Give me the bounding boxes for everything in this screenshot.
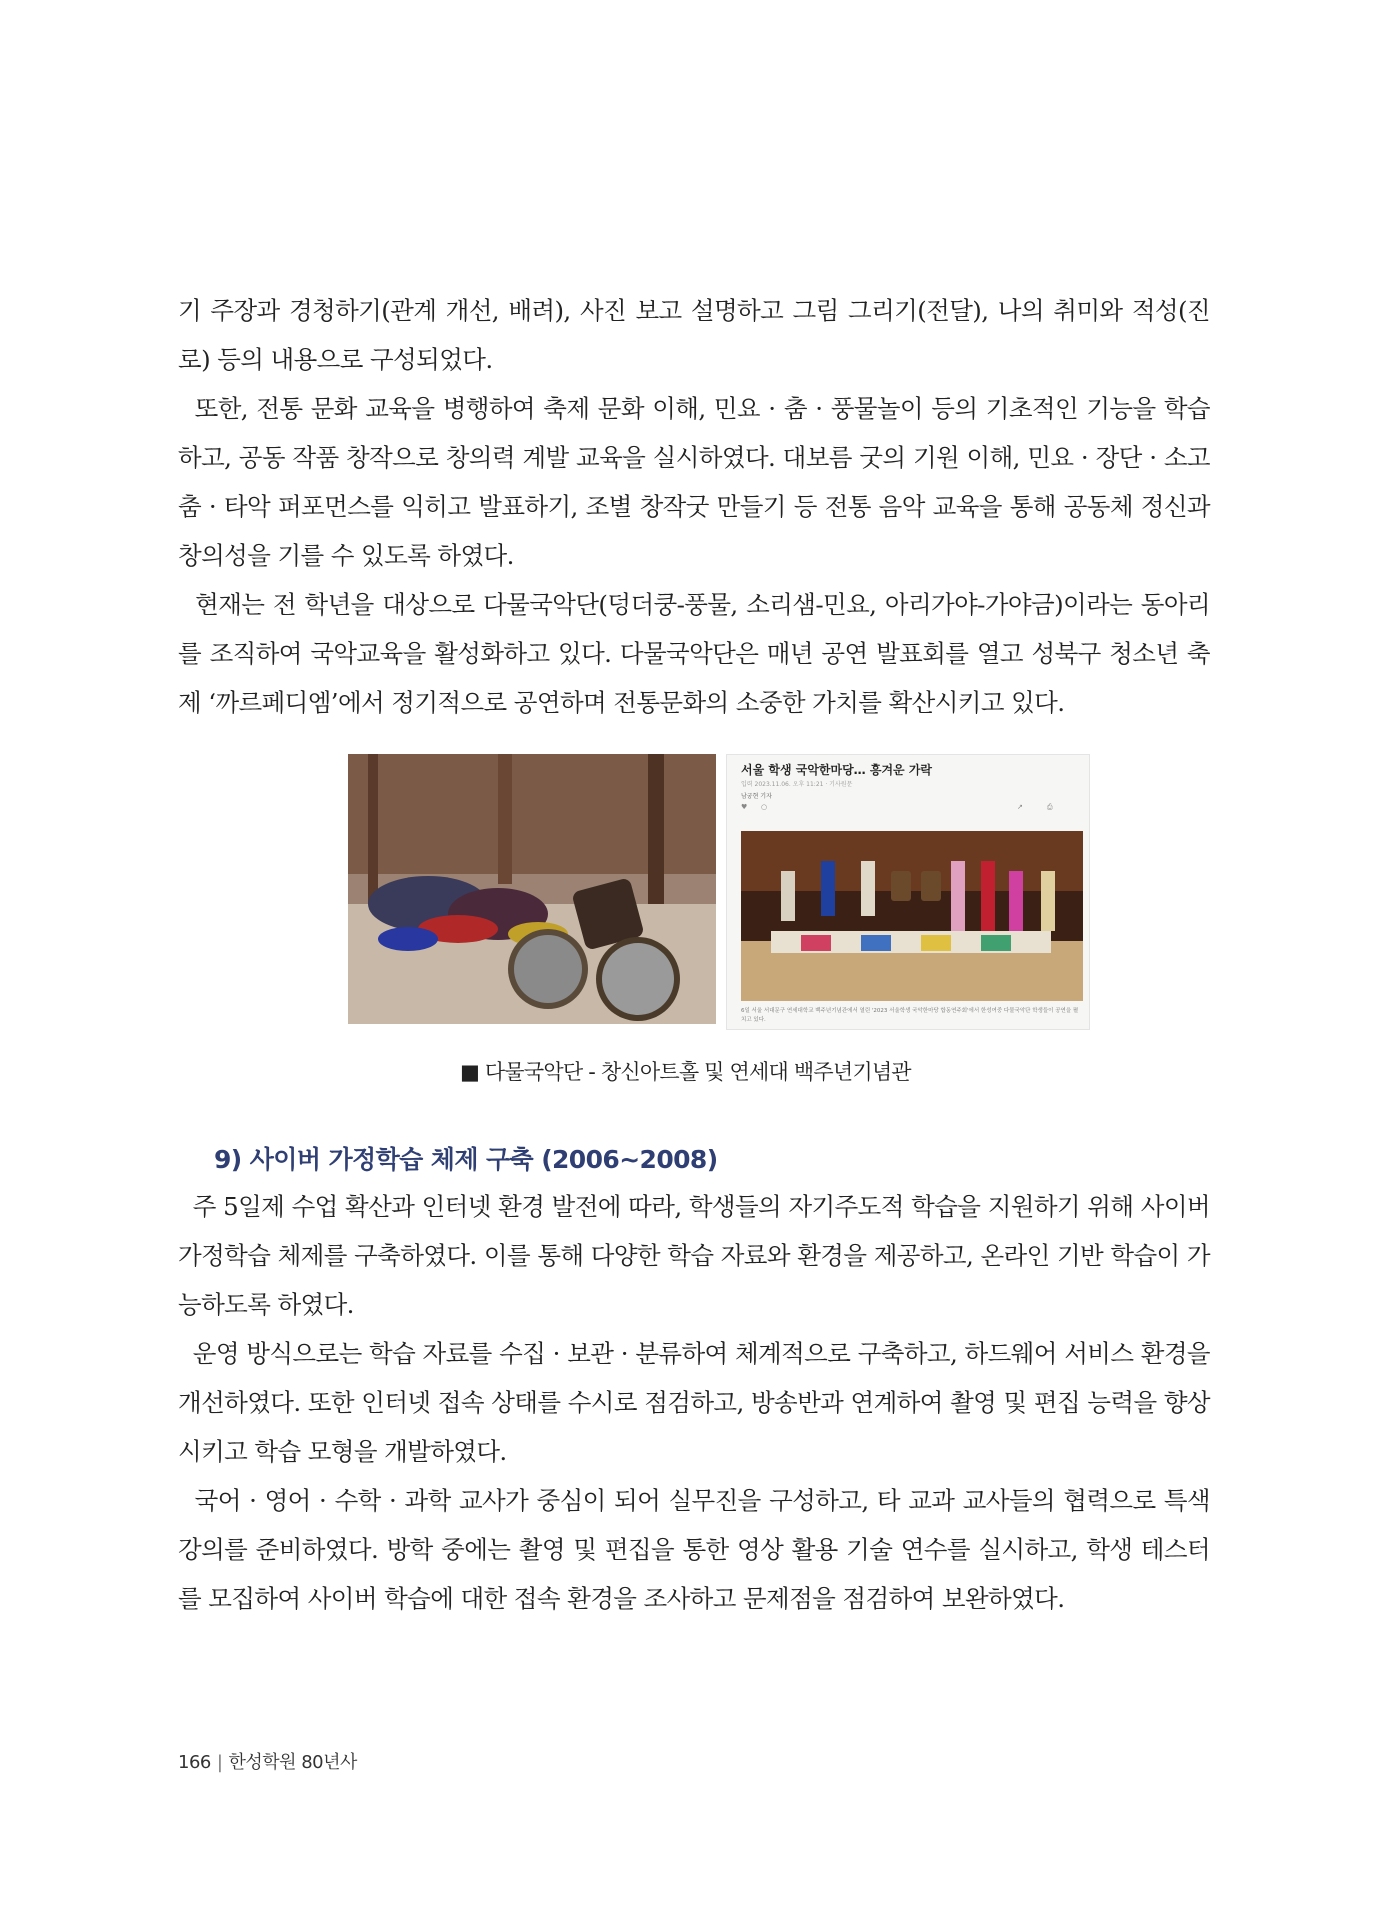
page-number: 166 [178,1752,211,1773]
news-article-screenshot [726,754,1090,1030]
news-photo [741,831,1083,1001]
section-paragraph-2: 운영 방식으로는 학습 자료를 수집 · 보관 · 분류하여 체계적으로 구축하고, 하드웨어 서비스 환경을 개선하였다. 또한 인터넷 접속 상태를 수시로 점검하고, 방송반과 연계하여 촬영 및 편집 능력을 향상시키고 학습 모형을 개발하였다. [178,1339,1210,1466]
book-title: 한성학원 80년사 [228,1752,357,1773]
share-icon: ↗ [1017,803,1023,811]
section-heading: 9) 사이버 가정학습 체제 구축 (2006~2008) [214,1145,718,1174]
body-paragraph-2: 또한, 전통 문화 교육을 병행하여 축제 문화 이해, 민요 · 춤 · 풍물놀이 등의 기초적인 기능을 학습하고, 공동 작품 창작으로 창의력 계발 교육을 실시하였다. 대보름 굿의 기원 이해, 민요 · 장단 · 소고춤 · 타악 퍼포먼스를 익히고 발표하기, 조별 창작굿 만들기 등 전통 음악 교육을 통해 공동체 정신과 창의성을 기를 수 있도록 하였다. [178,394,1210,570]
figure-caption: ■ 다물국악단 - 창신아트홀 및 연세대 백주년기념관 [460,1060,911,1084]
like-icon: ♥ [741,803,748,811]
drum-performance-illustration [348,754,716,1024]
news-photo-caption: 6일 서울 서대문구 연세대학교 백주년기념관에서 열린 '2023 서울학생 국악한마당 합동연주회'에서 한성여중 다물국악단 학생들이 공연을 펼치고 있다. [741,1008,1079,1023]
page-footer [178,1748,357,1774]
print-icon: ⎙ [1047,803,1053,811]
stage-performance-illustration [741,831,1083,1001]
comment-icon: ○ [761,803,768,811]
footer-separator: | [216,1752,223,1773]
photo-figure [348,754,1086,1026]
body-paragraph-3: 현재는 전 학년을 대상으로 다물국악단(덩더쿵-풍물, 소리샘-민요, 아리가야-가야금)이라는 동아리를 조직하여 국악교육을 활성화하고 있다. 다물국악단은 매년 공연 발표회를 열고 성북구 청소년 축제 ‘까르페디엠’에서 정기적으로 공연하며 전통문화의 소중한 가치를 확산시키고 있다. [178,590,1210,717]
news-headline: 서울 학생 국악한마당… 흥겨운 가락 [741,763,933,777]
body-paragraph-1: 기 주장과 경청하기(관계 개선, 배려), 사진 보고 설명하고 그림 그리기(전달), 나의 취미와 적성(진로) 등의 내용으로 구성되었다. [178,296,1210,374]
performance-photo-left [348,754,716,1024]
section-paragraph-3: 국어 · 영어 · 수학 · 과학 교사가 중심이 되어 실무진을 구성하고, 타 교과 교사들의 협력으로 특색 강의를 준비하였다. 방학 중에는 촬영 및 편집을 통한 영상 활용 기술 연수를 실시하고, 학생 테스터를 모집하여 사이버 학습에 대한 접속 환경을 조사하고 문제점을 점검하여 보완하였다. [178,1486,1210,1613]
news-meta: 입력 2023.11.06. 오후 11:21 · 기사원문 [741,781,853,788]
section-paragraph-1: 주 5일제 수업 확산과 인터넷 환경 발전에 따라, 학생들의 자기주도적 학습을 지원하기 위해 사이버 가정학습 체제를 구축하였다. 이를 통해 다양한 학습 자료와 환경을 제공하고, 온라인 기반 학습이 가능하도록 하였다. [178,1192,1210,1319]
news-byline: 남궁현 기자 [741,793,772,800]
